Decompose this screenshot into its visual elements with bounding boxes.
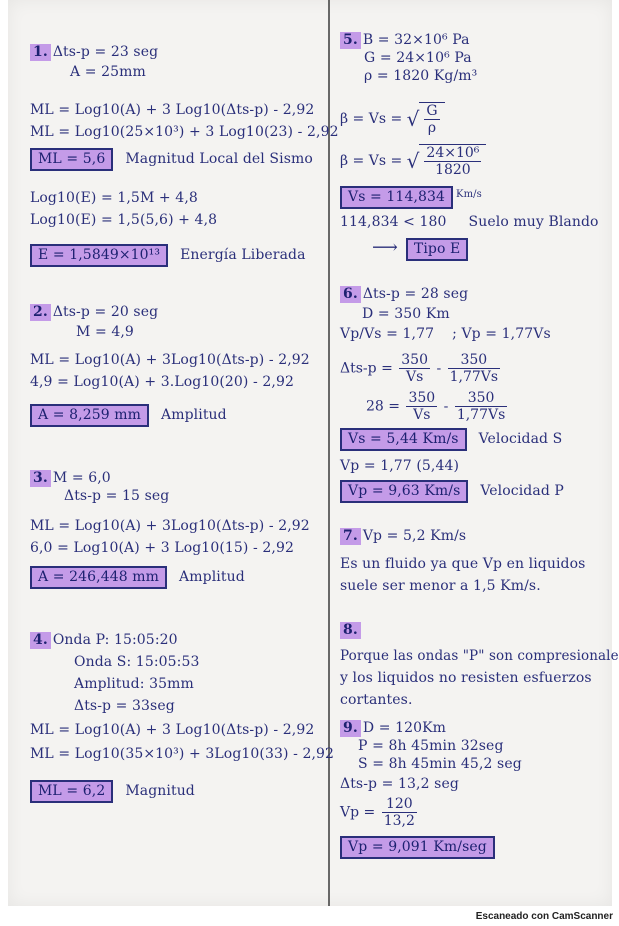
problem-8-number: 8. (340, 622, 361, 639)
problem-3-number: 3. (30, 470, 51, 487)
problem-5-type-row (372, 238, 468, 261)
problem-1-energy-box: E = 1,5849×10¹³ (30, 244, 168, 267)
problem-9-line-1: 9. D = 120Km (340, 720, 446, 737)
problem-5-type-box: Tipo E (406, 238, 468, 261)
problem-6-line-3: Vp/Vs = 1,77 ; Vp = 1,77Vs (340, 326, 551, 342)
problem-7-number: 7. (340, 528, 361, 545)
problem-5-formula: β = Vs = √ $\frac{G}{\rho}$ (340, 102, 445, 136)
problem-4-line-3: Amplitud: 35mm (74, 676, 194, 692)
problem-4-result-row (30, 780, 195, 803)
problem-6-line-2: D = 350 Km (362, 306, 450, 322)
problem-4-result-box: ML = 6,2 (30, 780, 113, 803)
problem-3-result-note: Amplitud (179, 569, 245, 585)
problem-5-line-2: G = 24×10⁶ Pa (364, 50, 472, 66)
problem-4-formula: ML = Log10(A) + 3 Log10(Δts-p) - 2,92 (30, 722, 315, 738)
problem-7-line-2: Es un fluido ya que Vp en liquidos (340, 556, 586, 572)
problem-6-number: 6. (340, 286, 361, 303)
problem-2-substitution: 4,9 = Log10(A) + 3.Log10(20) - 2,92 (30, 374, 294, 390)
problem-6-result-row (340, 428, 562, 451)
problem-3-line-1: 3. M = 6,0 (30, 470, 111, 487)
sqrt-symbol: √ (406, 107, 420, 131)
problem-2-formula: ML = Log10(A) + 3Log10(Δts-p) - 2,92 (30, 352, 310, 368)
problem-9-equation: Vp = $\frac{120}{13,2}$ (340, 796, 415, 829)
problem-1-result-box: ML = 5,6 (30, 148, 113, 171)
problem-7-line-3: suele ser menor a 1,5 Km/s. (340, 578, 541, 594)
sqrt-symbol: √ (406, 149, 420, 173)
problem-5-result-box: Vs = 114,834 (340, 186, 453, 209)
problem-9-line-4: Δts-p = 13,2 seg (340, 776, 459, 792)
problem-7-line-1: 7. Vp = 5,2 Km/s (340, 528, 466, 545)
problem-1-energy-note: Energía Liberada (180, 247, 306, 263)
problem-4-line-2: Onda S: 15:05:53 (74, 654, 200, 670)
problem-6-equation-1: Δts-p = $\frac{350}{Vs}$ - $\frac{350}{1,77Vs}$ (340, 352, 499, 385)
problem-2-result-row (30, 404, 227, 427)
problem-1-formula: ML = Log10(A) + 3 Log10(Δts-p) - 2,92 (30, 102, 315, 118)
problem-5-number: 5. (340, 32, 361, 49)
problem-4-result-note: Magnitud (125, 783, 195, 799)
problem-4-substitution: ML = Log10(35×10³) + 3Log10(33) - 2,92 (30, 746, 335, 762)
problem-8-line-0 (340, 622, 363, 639)
problem-2-result-box: A = 8,259 mm (30, 404, 149, 427)
problem-2-result-note: Amplitud (161, 407, 227, 423)
problem-5-result-row (340, 186, 482, 209)
problem-4-number: 4. (30, 632, 51, 649)
problem-3-line-2: Δts-p = 15 seg (64, 488, 170, 504)
problem-9-result-box: Vp = 9,091 Km/seg (340, 836, 495, 859)
problem-1-result-note: Magnitud Local del Sismo (125, 151, 313, 167)
problem-5-line-1: 5. B = 32×10⁶ Pa (340, 32, 470, 49)
problem-9-number: 9. (340, 720, 361, 737)
problem-9-line-3: S = 8h 45min 45,2 seg (358, 756, 522, 772)
problem-6-vp-calc: Vp = 1,77 (5,44) (340, 458, 460, 474)
problem-9-result-row (340, 836, 495, 859)
problem-5-comparison: 114,834 < 180 Suelo muy Blando (340, 214, 599, 230)
problem-8-line-2: y los liquidos no resisten esfuerzos (340, 670, 592, 686)
problem-6-vp-box: Vp = 9,63 Km/s (340, 480, 468, 503)
problem-1-energy-substitution: Log10(E) = 1,5(5,6) + 4,8 (30, 212, 218, 228)
problem-6-line-1: 6. Δts-p = 28 seg (340, 286, 468, 303)
problem-1-line-2: A = 25mm (70, 64, 146, 80)
problem-5-unit: Km/s (456, 189, 482, 200)
problem-1-result-row (30, 148, 313, 171)
problem-3-substitution: 6,0 = Log10(A) + 3 Log10(15) - 2,92 (30, 540, 294, 556)
arrow-right-icon: ⟶ (372, 237, 398, 258)
problem-4-line-4: Δts-p = 33seg (74, 698, 175, 714)
problem-2-line-1: 2. Δts-p = 20 seg (30, 304, 158, 321)
problem-8-line-1: Porque las ondas "P" son compresionale (340, 648, 619, 664)
problem-1-energy-row (30, 244, 306, 267)
problem-8-line-3: cortantes. (340, 692, 413, 708)
problem-5-substitution: β = Vs = √ $\frac{\text{24×10⁶}}{1820}$ (340, 144, 486, 178)
problem-3-formula: ML = Log10(A) + 3Log10(Δts-p) - 2,92 (30, 518, 310, 534)
problem-6-vp-row (340, 480, 564, 503)
problem-4-line-1: 4. Onda P: 15:05:20 (30, 632, 178, 649)
problem-6-result-box: Vs = 5,44 Km/s (340, 428, 467, 451)
problem-3-result-row (30, 566, 245, 589)
problem-2-number: 2. (30, 304, 51, 321)
problem-5-line-3: ρ = 1820 Kg/m³ (364, 68, 478, 84)
problem-3-result-box: A = 246,448 mm (30, 566, 167, 589)
problem-1-line-1: 1. Δts-p = 23 seg (30, 44, 158, 61)
scanned-sheet (8, 0, 619, 906)
problem-6-result-note: Velocidad S (478, 431, 563, 447)
problem-1-energy-formula: Log10(E) = 1,5M + 4,8 (30, 190, 198, 206)
problem-2-line-2: M = 4,9 (76, 324, 134, 340)
problem-1-substitution: ML = Log10(25×10³) + 3 Log10(23) - 2,92 (30, 124, 339, 140)
problem-1-number: 1. (30, 44, 51, 61)
camscanner-footer: Escaneado con CamScanner (475, 911, 613, 922)
problem-6-equation-2: 28 = $\frac{350}{Vs}$ - $\frac{350}{1,77Vs}$ (366, 390, 506, 423)
problem-6-vp-note: Velocidad P (480, 483, 564, 499)
problem-9-line-2: P = 8h 45min 32seg (358, 738, 504, 754)
